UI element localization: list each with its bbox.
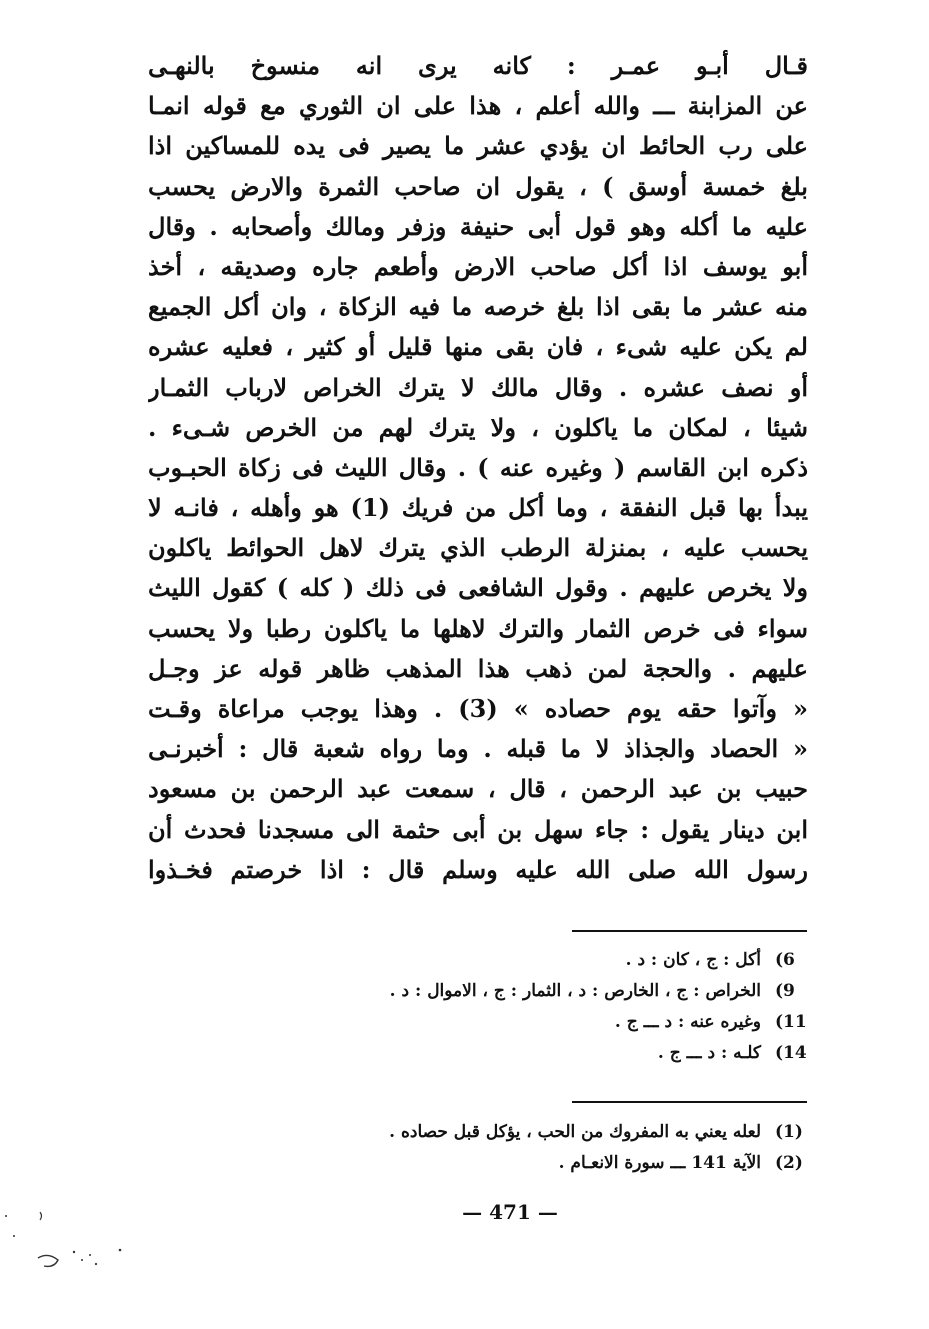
text-line: « وآتوا حقه يوم حصاده » (3) . وهذا يوجب مراعاة وقـت	[148, 694, 808, 723]
variant-notes	[390, 944, 809, 1068]
text-line: لم يكن عليه شىء ، فان بقى منها قليل أو كثير ، فعليه عشره	[148, 332, 808, 362]
footnote-number: (1)	[775, 1122, 803, 1142]
footnote	[389, 1116, 809, 1147]
variant-note-number: 9)	[775, 981, 795, 1001]
footnote-number: (2)	[775, 1153, 803, 1173]
footnote-text: لعله يعني به المفروك من الحب ، يؤكل قبل حصاده .	[389, 1122, 761, 1142]
variant-note	[390, 975, 809, 1006]
footnotes-divider	[572, 1101, 807, 1103]
text-line: ولا يخرص عليهم . وقول الشافعى فى ذلك ( كله ) كقول الليث	[148, 573, 808, 603]
scan-smudge-marks	[0, 1200, 140, 1280]
variant-note-number: 6)	[775, 950, 795, 970]
text-line: أبو يوسف اذا أكل صاحب الارض وأطعم جاره وصديقه ، أخذ	[148, 251, 808, 281]
variant-note	[390, 1037, 809, 1068]
text-line: يحسب عليه ، بمنزلة الرطب الذي يترك لاهل الحوائط ياكلون	[148, 533, 808, 563]
text-line: ذكره ابن القاسم ( وغيره عنه ) . وقال الليث فى زكاة الحبـوب	[148, 452, 808, 482]
text-line: سواء فى خرص الثمار والترك لاهلها ما ياكلون رطبا ولا يحسب	[148, 613, 808, 643]
footnote-text: الآية 141 ـــ سورة الانعـام .	[558, 1153, 761, 1173]
footnote	[389, 1147, 809, 1178]
variant-note	[390, 944, 809, 975]
text-line: عليهم . والحجة لمن ذهب هذا المذهب ظاهر قوله عز وجـل	[148, 653, 808, 683]
text-line: قـال أبـو عمـر : كانه يرى انه منسوخ بالنهـى	[148, 51, 808, 80]
text-line: رسول الله صلى الله عليه وسلم قال : اذا خرصتم فخـذوا	[148, 854, 808, 884]
text-line: عليه ما أكله وهو قول أبى حنيفة وزفر ومالك وأصحابه . وقال	[148, 211, 808, 241]
text-line: حبيب بن عبد الرحمن ، قال ، سمعت عبد الرحمن بن مسعود	[148, 774, 808, 804]
text-line: على رب الحائط ان يؤدي عشر ما يصير فى يده للمساكين اذا	[148, 131, 808, 161]
variant-note-number: 11)	[775, 1012, 807, 1032]
text-line: منه عشر ما بقى اذا بلغ خرصه ما فيه الزكاة ، وان أكل الجميع	[148, 292, 808, 322]
text-line: يبدأ بها قبل النفقة ، وما أكل من فريك (1) هو وأهله ، فانـه لا	[148, 493, 808, 523]
variant-note-text: كلـه : د ـــ ج .	[657, 1043, 761, 1063]
variants-divider	[572, 930, 807, 932]
variant-note-text: أكل : ج ، كان : د .	[625, 950, 761, 970]
text-line: بلغ خمسة أوسق ) ، يقول ان صاحب الثمرة والارض يحسب	[148, 171, 808, 201]
text-line: شيئا ، لمكان ما ياكلون ، ولا يترك لهم من الخرص شـىء .	[148, 412, 808, 442]
text-line: ابن دينار يقول : جاء سهل بن أبى حثمة الى مسجدنا فحدث أن	[148, 814, 808, 844]
text-line: عن المزابنة ـــ والله أعلم ، هذا على ان الثوري مع قوله انمـا	[148, 91, 808, 121]
variant-note	[390, 1006, 809, 1037]
variant-note-text: وغيره عنه : د ـــ ج .	[614, 1012, 761, 1032]
page-number: — 471 —	[462, 1200, 558, 1224]
variant-note-text: الخراص : ج ، الخارص : د ، الثمار : ج ، الاموال : د .	[389, 981, 761, 1001]
text-line: أو نصف عشره . وقال مالك لا يترك الخراص لارباب الثمـار	[148, 372, 808, 402]
footnotes	[389, 1116, 809, 1178]
text-line: « الحصاد والجذاذ لا ما قبله . وما رواه شعبة قال : أخبرنـى	[148, 734, 808, 764]
variant-note-number: 14)	[775, 1043, 807, 1063]
body-text	[148, 46, 808, 890]
